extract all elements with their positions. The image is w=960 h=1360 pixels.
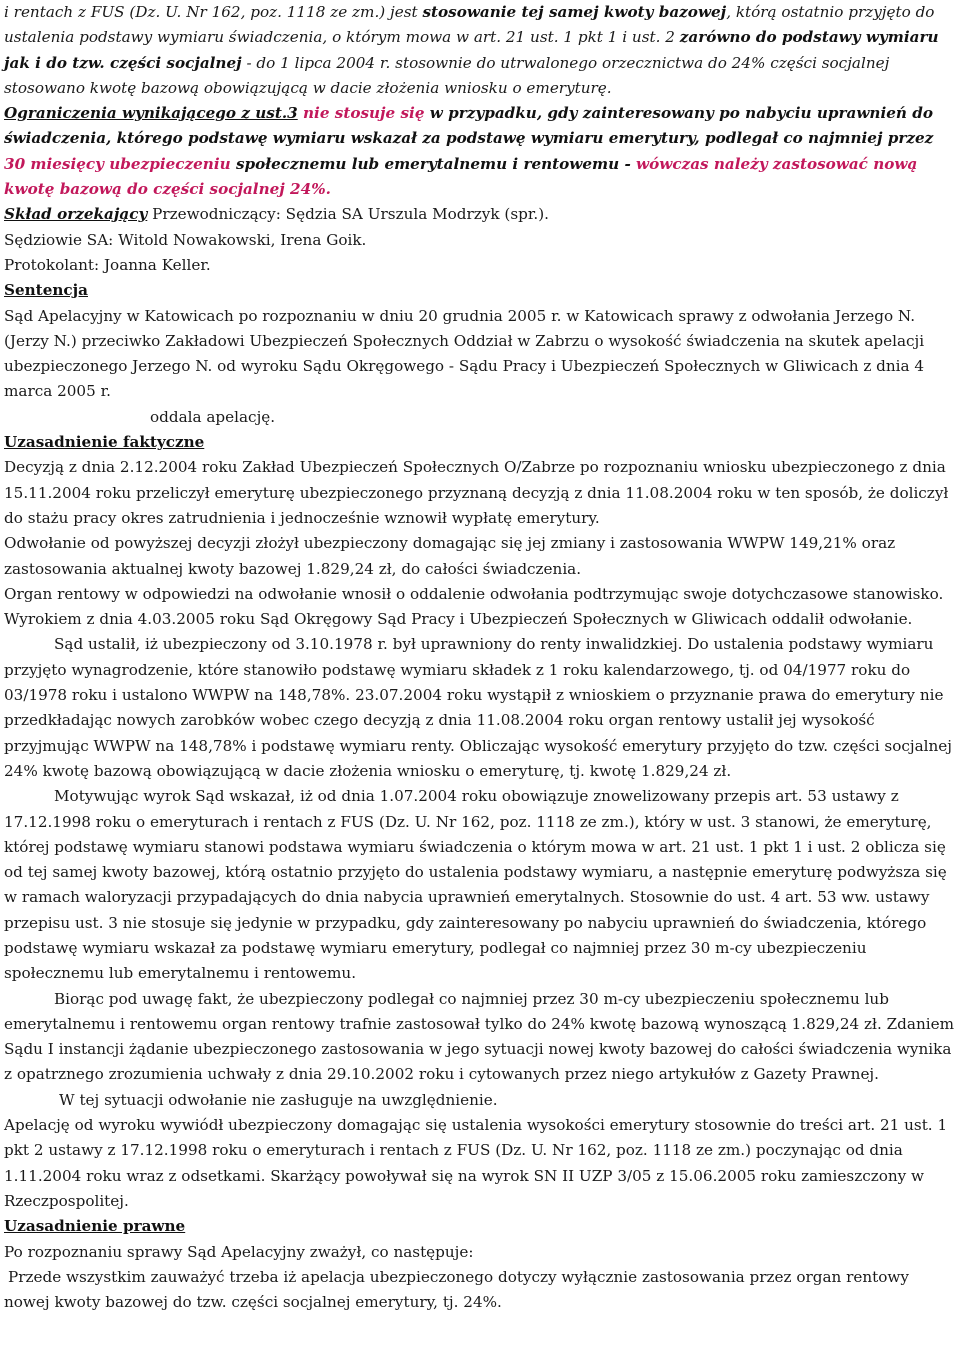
limits-30-months: 30 miesięcy ubezpieczeniu — [4, 154, 231, 173]
intro-emphasis-both: zarówno do podstawy wymiaru jak i do tzw. — [4, 28, 939, 72]
facts-paragraph-5: Sąd ustalił, iż ubezpieczony od 3.10.1978 r. był uprawniony do renty inwalidzkiej. Do ustalenia podstawy wymiaru przyjęto wynagrodzenie, które stanowiło podstawę wymiaru składek z 1 roku kalendarzowego, tj. od 04/1977 roku do 03/1978 roku i ustalono WWPW na 148,78%. 23.07.2004 roku wystąpił z wnioskiem o przyznanie prawa do emerytury nie przedkładając nowych zarobków wobec czego decyzją z dnia 11.08.2004 roku organ rentowy ustalił jej wysokość przyjmując WWPW na 148,78% i podstawę wymiaru renty. Obliczając wysokość emerytury przyjęto do tzw. części socjalnej 24% kwotę bazową obowiązującą w dacie złożenia wniosku o emeryturę, tj. kwotę 1.829,24 zł. — [4, 635, 952, 780]
limits-new-base-amount: wówczas należy zastosować nową kwotę bazową do części socjalnej 24%. — [4, 154, 918, 199]
panel-label: Skład orzekający — [4, 205, 148, 224]
intro-text-3: - do 1 lipca 2004 r. — [241, 53, 391, 72]
sentence-text: Sąd Apelacyjny w Katowicach po rozpoznaniu w dniu 20 grudnia 2005 r. w Katowicach sprawy z odwołania Jerzego N. (Jerzy N.) przeciwko Zakładowi Ubezpieczeń Społecznych Oddział w Zabrzu o wysokość świadczenia na skutek apelacji ubezpieczonego Jerzego N. od wyroku Sądu Okręgowego - Sądu Pracy i Ubezpieczeń Społecznych w Gliwicach z dnia 4 marca 2005 r. — [4, 306, 925, 401]
facts-heading: Uzasadnienie faktyczne — [4, 433, 205, 452]
facts-paragraph-8: W tej sytuacji odwołanie nie zasługuje na uwzględnienie. — [59, 1090, 498, 1109]
limits-label: Ograniczenia wynikającego z ust.3 — [4, 104, 298, 123]
facts-paragraph-1: Decyzją z dnia 2.12.2004 roku Zakład Ubezpieczeń Społecznych O/Zabrze po rozpoznaniu wniosku ubezpieczonego z dnia 15.11.2004 roku przeliczył emeryturę ubezpieczonego przyznaną decyzją z dnia 11.08.2004 roku w ten sposób, że doliczył do stażu pracy okres zatrudnienia i jednocześnie wznowił wypłatę emerytury. — [4, 458, 949, 527]
limits-paragraph — [4, 101, 956, 202]
intro-emphasis-base-amount: stosowanie tej samej kwoty bazowej — [422, 3, 727, 21]
legal-paragraph-2: Przede wszystkim zauważyć trzeba iż apelacja ubezpieczonego dotyczy wyłącznie zastosowania przez organ rentowy nowej kwoty bazowej do tzw. części socjalnej emerytury, tj. 24%. — [4, 1267, 910, 1312]
intro-text-2: , którą ostatnio przyjęto do ustalenia podstawy wymiaru świadczenia, o którym mowa w art. 21 ust. 1 pkt 1 i ust. 2 — [4, 3, 935, 47]
limits-text-2: społecznemu lub emerytalnemu i rentowemu - — [230, 154, 637, 173]
intro-emphasis-social-part: części socjalnej — [104, 53, 242, 72]
intro-text-4: stosownie do utrwalonego orzecznictwa do 24% części socjalnej stosowano kwotę bazową obowiązującą w dacie złożenia wniosku o emeryturę. — [4, 53, 890, 97]
clerk-line: Protokolant: Joanna Keller. — [4, 255, 211, 274]
intro-text-1: i rentach z FUS (Dz. U. Nr 162, poz. 1118 ze zm.) jest — [4, 3, 423, 21]
legal-heading: Uzasadnienie prawne — [4, 1217, 186, 1236]
intro-paragraph — [4, 0, 956, 101]
facts-paragraph-9: Apelację od wyroku wywiódł ubezpieczony domagając się ustalenia wysokości emerytury stosownie do treści art. 21 ust. 1 pkt 2 ustawy z 17.12.1998 roku o emeryturach i rentach z FUS (Dz. U. Nr 162, poz. 1118 ze zm.) poczynając od dnia 1.11.2004 roku wraz z odsetkami. Skarżący powoływał się na wyrok SN II UZP 3/05 z 15.06.2005 roku zamieszczony w Rzeczpospolitej. — [4, 1116, 948, 1210]
legal-paragraph-1: Po rozpoznaniu sprawy Sąd Apelacyjny zważył, co następuje: — [4, 1242, 474, 1261]
facts-paragraph-4: Wyrokiem z dnia 4.03.2005 roku Sąd Okręgowy Sąd Pracy i Ubezpieczeń Społecznych w Gliwicach oddalił odwołanie. — [4, 610, 913, 629]
judges-line: Sędziowie SA: Witold Nowakowski, Irena Goik. — [4, 230, 367, 249]
facts-paragraph-7: Biorąc pod uwagę fakt, że ubezpieczony podlegał co najmniej przez 30 m-cy ubezpieczeniu społecznemu lub emerytalnemu i rentowemu organ rentowy trafnie zastosował tylko do 24% kwotę bazową wynoszącą 1.829,24 zł. Zdaniem Sądu I instancji żądanie ubezpieczonego zastosowania w jego sytuacji nowej kwoty bazowej do całości świadczenia wynika z opatrznego zrozumienia uchwały z dnia 29.10.2002 roku i cytowanych przez niego artykułów z Gazety Prawnej. — [4, 989, 954, 1084]
sentence-ruling: oddala apelację. — [150, 407, 276, 426]
panel-line — [4, 202, 956, 227]
facts-paragraph-6: Motywując wyrok Sąd wskazał, iż od dnia 1.07.2004 roku obowiązuje znowelizowany przepis art. 53 ustawy z 17.12.1998 roku o emeryturach i rentach z FUS (Dz. U. Nr 162, poz. 1118 ze zm.), który w ust. 3 stanowi, że emeryturę, której podstawę wymiaru stanowi podstawa wymiaru świadczenia o którym mowa w art. 21 ust. 1 pkt 1 i ust. 2 oblicza się od tej samej kwoty bazowej, którą ostatnio przyjęto do ustalenia podstawy wymiaru, a następnie emeryturę podwyższa się w ramach waloryzacji przypadających do dnia nabycia uprawnień emerytalnych. Stosownie do ust. 4 art. 53 ww. ustawy przepisu ust. 3 nie stosuje się jedynie w przypadku, gdy zainteresowany po nabyciu uprawnień do świadczenia, którego podstawę wymiaru wskazał za podstawę wymiaru emerytury, podlegał co najmniej przez 30 m-cy ubezpieczeniu społecznemu lub emerytalnemu i rentowemu. — [4, 787, 947, 983]
sentence-heading: Sentencja — [4, 281, 88, 300]
facts-paragraph-3: Organ rentowy w odpowiedzi na odwołanie wnosił o oddalenie odwołania podtrzymując swoje dotychczasowe stanowisko. — [4, 584, 944, 603]
panel-value: Przewodniczący: Sędzia SA Urszula Modrzyk (spr.). — [147, 205, 550, 224]
limits-not-applied: nie stosuje się — [297, 104, 425, 123]
facts-paragraph-2: Odwołanie od powyższej decyzji złożył ubezpieczony domagając się jej zmiany i zastosowania WWPW 149,21% oraz zastosowania aktualnej kwoty bazowej 1.829,24 zł, do całości świadczenia. — [4, 534, 896, 578]
limits-text-1: w przypadku, gdy zainteresowany po nabyciu uprawnień do świadczenia, którego podstawę wymiaru wskazał za podstawę wymiaru emerytury, podlegał co najmniej przez — [4, 104, 934, 148]
